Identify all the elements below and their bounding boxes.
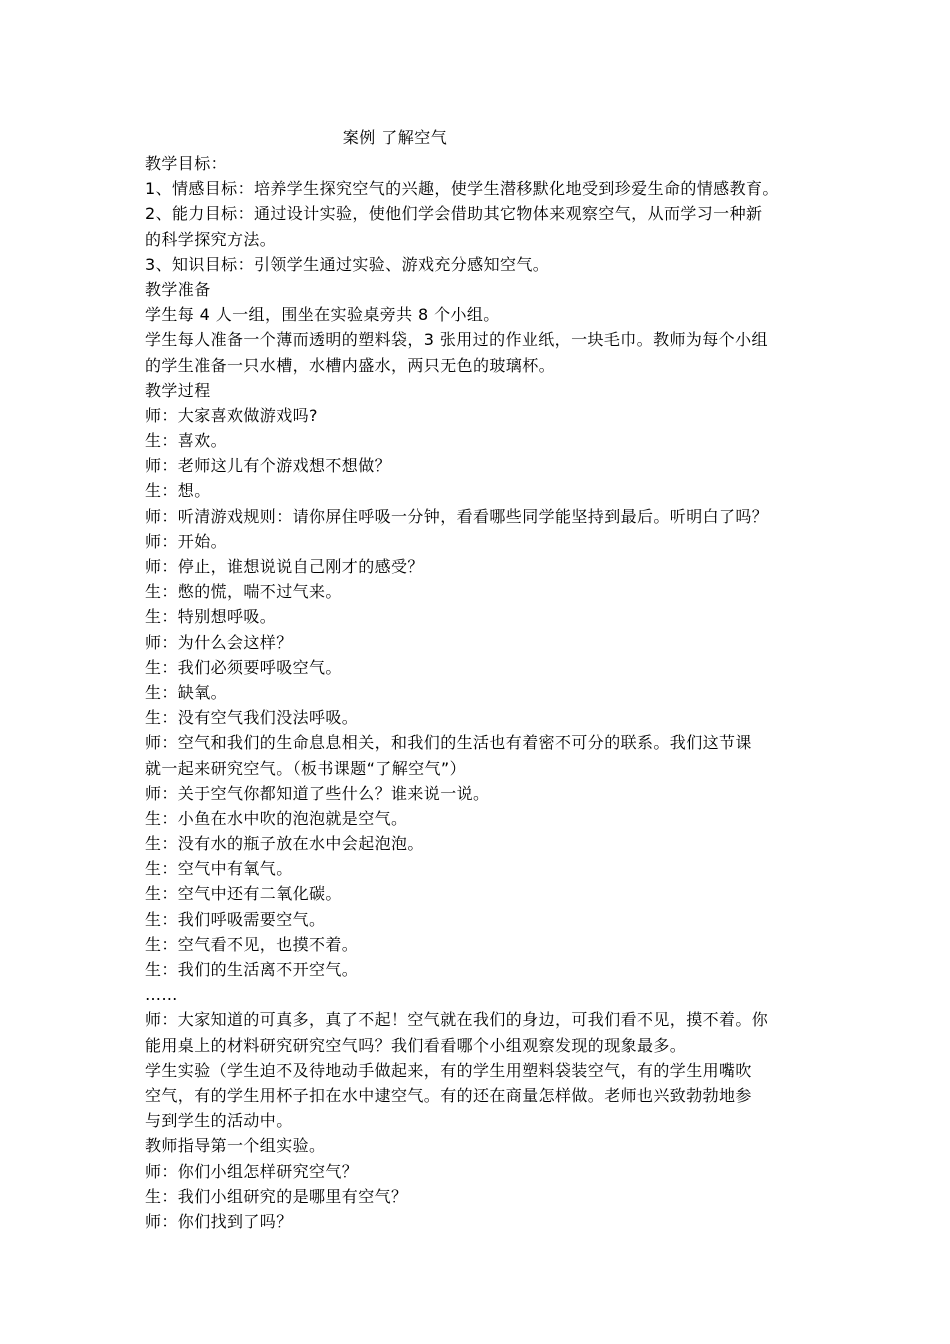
text-line: 师：听清游戏规则：请你屏住呼吸一分钟，看看哪些同学能坚持到最后。听明白了吗？ xyxy=(145,506,769,526)
text-line: 师：停止，谁想说说自己刚才的感受？ xyxy=(145,557,424,576)
text-line: …… xyxy=(145,985,178,1005)
text-line: 教师指导第一个组实验。 xyxy=(145,1136,326,1156)
text-line: 就一起来研究空气。（板书课题“了解空气”） xyxy=(145,758,466,778)
document-title: 案例 了解空气 xyxy=(342,128,448,147)
text-line: 生：特别想呼吸。 xyxy=(145,607,277,627)
text-line: 生：我们呼吸需要空气。 xyxy=(145,909,326,929)
text-line: 学生每人准备一个薄而透明的塑料袋，3 张用过的作业纸，一块毛巾。教师为每个小组 xyxy=(145,330,768,350)
text-line: 师：为什么会这样？ xyxy=(145,632,293,652)
text-line: 师：你们小组怎样研究空气？ xyxy=(145,1161,359,1181)
text-line: 学生实验（学生迫不及待地动手做起来，有的学生用塑料袋装空气，有的学生用嘴吹 xyxy=(145,1060,752,1080)
text-line: 的科学探究方法。 xyxy=(145,229,277,249)
text-line: 生：缺氧。 xyxy=(145,682,228,702)
text-line: 生：我们小组研究的是哪里有空气？ xyxy=(145,1186,408,1206)
text-line: 生：小鱼在水中吹的泡泡就是空气。 xyxy=(145,808,408,828)
text-line: 空气，有的学生用杯子扣在水中逮空气。有的还在商量怎样做。老师也兴致勃勃地参 xyxy=(145,1085,752,1105)
text-line: 2、能力目标：通过设计实验，使他们学会借助其它物体来观察空气，从而学习一种新 xyxy=(145,204,763,224)
text-line: 生：空气中还有二氧化碳。 xyxy=(145,884,342,904)
text-line: 学生每 4 人一组，围坐在实验桌旁共 8 个小组。 xyxy=(145,305,500,325)
text-line: 生：想。 xyxy=(145,481,211,501)
text-line: 3、知识目标：引领学生通过实验、游戏充分感知空气。 xyxy=(145,254,550,274)
text-line: 生：喜欢。 xyxy=(145,431,228,451)
document-body xyxy=(145,151,813,1234)
text-line: 师：大家知道的可真多，真了不起！空气就在我们的身边，可我们看不见，摸不着。你 xyxy=(145,1010,769,1030)
text-line: 生：我们必须要呼吸空气。 xyxy=(145,657,342,677)
text-line: 生：空气中有氧气。 xyxy=(145,859,293,879)
text-line: 师：你们找到了吗？ xyxy=(145,1211,293,1231)
text-line: 生：没有空气我们没法呼吸。 xyxy=(145,708,359,728)
text-line: 师：关于空气你都知道了些什么？谁来说一说。 xyxy=(145,783,490,803)
text-line: 生：憋的慌，喘不过气来。 xyxy=(145,582,342,602)
text-line: 与到学生的活动中。 xyxy=(145,1111,293,1131)
text-line: 教学目标： xyxy=(145,154,228,173)
text-line: 教学准备 xyxy=(145,279,211,299)
text-line: 教学过程 xyxy=(145,380,211,400)
text-line: 师：开始。 xyxy=(145,531,228,551)
text-line: 师：大家喜欢做游戏吗? xyxy=(145,405,318,425)
text-line: 生：我们的生活离不开空气。 xyxy=(145,960,359,979)
text-line: 1、情感目标：培养学生探究空气的兴趣，使学生潜移默化地受到珍爱生命的情感教育。 xyxy=(145,179,779,199)
text-line: 的学生准备一只水槽，水槽内盛水，两只无色的玻璃杯。 xyxy=(145,355,556,375)
text-line: 师：老师这儿有个游戏想不想做？ xyxy=(145,456,392,476)
text-line: 生：没有水的瓶子放在水中会起泡泡。 xyxy=(145,834,424,854)
text-line: 生：空气看不见，也摸不着。 xyxy=(145,934,359,954)
text-line: 能用桌上的材料研究研究空气吗？我们看看哪个小组观察发现的现象最多。 xyxy=(145,1035,687,1055)
text-line: 师：空气和我们的生命息息相关，和我们的生活也有着密不可分的联系。我们这节课 xyxy=(145,733,752,753)
